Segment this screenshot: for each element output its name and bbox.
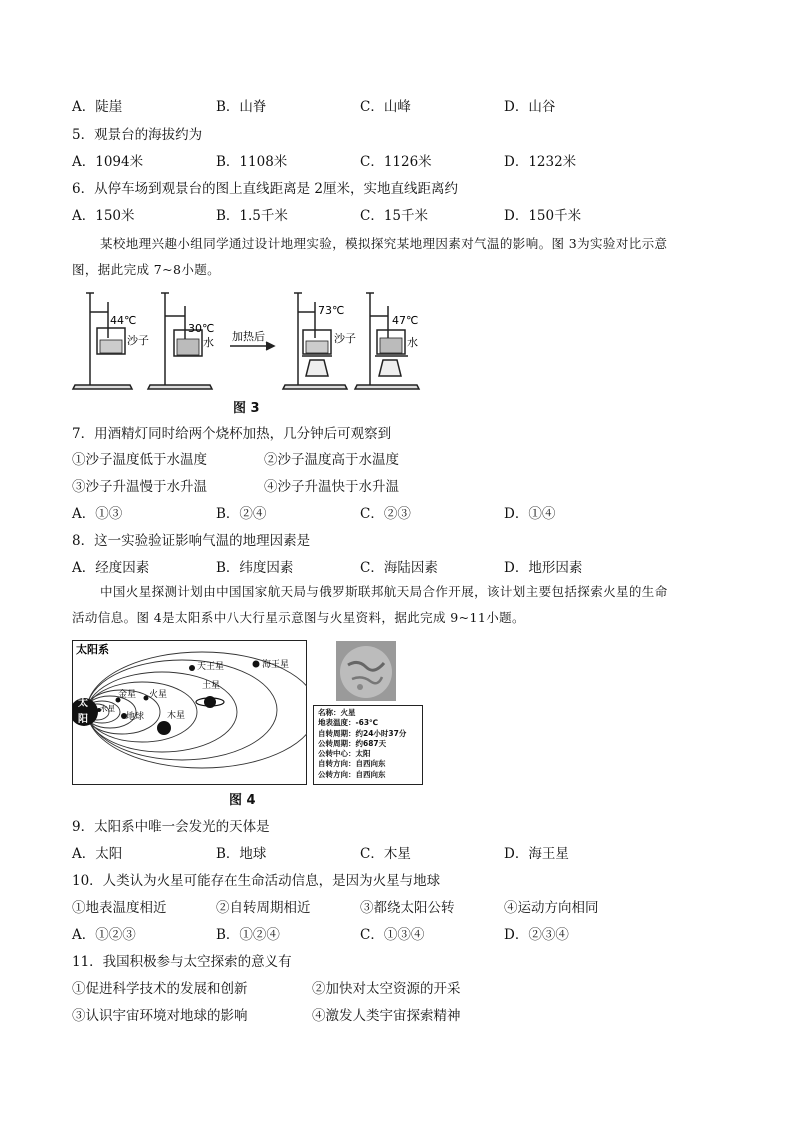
q11-choice-2: ②加快对太空资源的开采: [312, 981, 461, 997]
fig3-after-sand-temp: 73℃: [318, 304, 345, 317]
fig3-after-sand-label: 沙子: [334, 332, 356, 345]
q5-option-a: A．1094米: [72, 154, 144, 170]
q10-option-c: C．①③④: [360, 927, 425, 943]
mars-image: [336, 641, 396, 701]
q8-option-c: C．海陆因素: [360, 560, 438, 576]
q11-choice-4: ④激发人类宇宙探索精神: [312, 1008, 461, 1024]
intro-2-line-1: 中国火星探测计划由中国国家航天局与俄罗斯联邦航天局合作开展，该计划主要包括探索火星的生命: [100, 584, 668, 599]
fig4-planet-uranus: 天王星: [197, 662, 225, 672]
q10-option-b: B．①②④: [216, 927, 280, 943]
q8-stem: 8．这一实验验证影响气温的地理因素是: [72, 533, 311, 549]
q7-choice-2: ②沙子温度高于水温度: [264, 452, 399, 468]
q7-option-b: B．②④: [216, 506, 267, 522]
q7-option-c: C．②③: [360, 506, 411, 522]
q10-option-d: D．②③④: [504, 927, 569, 943]
mars-info-box: [313, 705, 423, 785]
q4-option-c: C．山峰: [360, 99, 411, 115]
figure-4-caption: 图 4: [229, 793, 256, 808]
q7-option-d: D．①④: [504, 506, 556, 522]
q10-choice-2: ②自转周期相近: [216, 900, 311, 916]
fig3-arrow-label: 加热后: [232, 330, 265, 343]
q11-stem: 11．我国积极参与太空探索的意义有: [72, 954, 292, 970]
fig4-planet-mars: 火星: [149, 690, 168, 700]
intro-1-line-1: 某校地理兴趣小组同学通过设计地理实验，模拟探究某地理因素对气温的影响。图 3为实验对比示意: [100, 236, 668, 251]
fig4-planet-mercury: 水星: [100, 704, 115, 713]
q10-choice-4: ④运动方向相同: [504, 900, 599, 916]
fig4-planet-jupiter: 木星: [167, 711, 186, 721]
fig3-before-sand-label: 沙子: [127, 334, 149, 347]
mars-info-line: 公转方向：自西向东: [318, 769, 386, 779]
q11-choice-1: ①促进科学技术的发展和创新: [72, 981, 248, 997]
intro-paragraph-1: [72, 231, 727, 283]
mars-info-line: 公转中心：太阳: [318, 749, 371, 759]
q7-choice-3: ③沙子升温慢于水升温: [72, 479, 207, 495]
fig3-before-water-temp: 30℃: [188, 322, 215, 335]
fig3-before-water-label: 水: [203, 336, 214, 349]
q8-option-d: D．地形因素: [504, 560, 583, 576]
q6-option-a: A．150米: [72, 208, 135, 224]
q4-option-d: D．山谷: [504, 99, 556, 115]
q9-option-a: A．太阳: [72, 846, 123, 862]
q8-option-a: A．经度因素: [72, 560, 150, 576]
q9-option-d: D．海王星: [504, 846, 569, 862]
mars-info-line: 公转周期：约687天: [318, 738, 387, 748]
q10-option-a: A．①②③: [72, 927, 136, 943]
q7-choice-1: ①沙子温度低于水温度: [72, 452, 207, 468]
q10-stem: 10．人类认为火星可能存在生命活动信息，是因为火星与地球: [72, 873, 441, 889]
fig4-planet-saturn: 土星: [202, 681, 221, 691]
q6-option-b: B．1.5千米: [216, 208, 288, 224]
mars-info-line: 名称：火星: [318, 708, 356, 717]
q5-option-b: B．1108米: [216, 154, 288, 170]
intro-1-line-2: 图，据此完成 7~8小题。: [72, 262, 221, 277]
mars-info-line: 自转周期：约24小时37分: [318, 728, 407, 738]
mars-info-line: 地表温度：-63℃: [318, 718, 379, 728]
fig4-planet-earth: 地球: [126, 712, 145, 722]
intro-2-line-2: 活动信息。图 4是太阳系中八大行星示意图与火星资料，据此完成 9~11小题。: [72, 610, 525, 625]
q11-choice-3: ③认识宇宙环境对地球的影响: [72, 1008, 248, 1024]
q9-stem: 9．太阳系中唯一会发光的天体是: [72, 819, 270, 835]
q6-option-c: C．15千米: [360, 208, 429, 224]
q5-stem: 5．观景台的海拔约为: [72, 127, 203, 143]
q7-option-a: A．①③: [72, 506, 123, 522]
q6-option-d: D．150千米: [504, 208, 582, 224]
fig3-after-water-temp: 47℃: [392, 314, 419, 327]
q10-choice-3: ③都绕太阳公转: [360, 900, 455, 916]
q9-option-c: C．木星: [360, 846, 411, 862]
fig4-system-title: 太阳系: [76, 643, 109, 656]
q4-option-b: B．山脊: [216, 99, 267, 115]
fig4-planet-neptune: 海王星: [262, 660, 290, 670]
q7-stem: 7．用酒精灯同时给两个烧杯加热，几分钟后可观察到: [72, 426, 392, 442]
mars-info-line: 自转方向：自西向东: [318, 759, 386, 769]
intro-paragraph-2: [72, 579, 727, 631]
figure-3-caption: 图 3: [233, 401, 260, 416]
q10-choice-1: ①地表温度相近: [72, 900, 167, 916]
figure-4-solar-system: [72, 640, 307, 785]
q9-option-b: B．地球: [216, 846, 267, 862]
fig3-before-sand-temp: 44℃: [110, 314, 137, 327]
q5-option-c: C．1126米: [360, 154, 432, 170]
fig3-after-water-label: 水: [407, 336, 418, 349]
fig4-sun-label-2: 阳: [78, 714, 88, 725]
fig4-sun-label: 太: [78, 698, 88, 709]
q5-option-d: D．1232米: [504, 154, 577, 170]
q6-stem: 6．从停车场到观景台的图上直线距离是 2厘米，实地直线距离约: [72, 181, 458, 197]
fig4-planet-venus: 金星: [118, 690, 137, 700]
q7-choice-4: ④沙子升温快于水升温: [264, 479, 399, 495]
q4-option-a: A．陡崖: [72, 99, 123, 115]
q8-option-b: B．纬度因素: [216, 560, 294, 576]
figure-3-experiment: [70, 290, 440, 394]
